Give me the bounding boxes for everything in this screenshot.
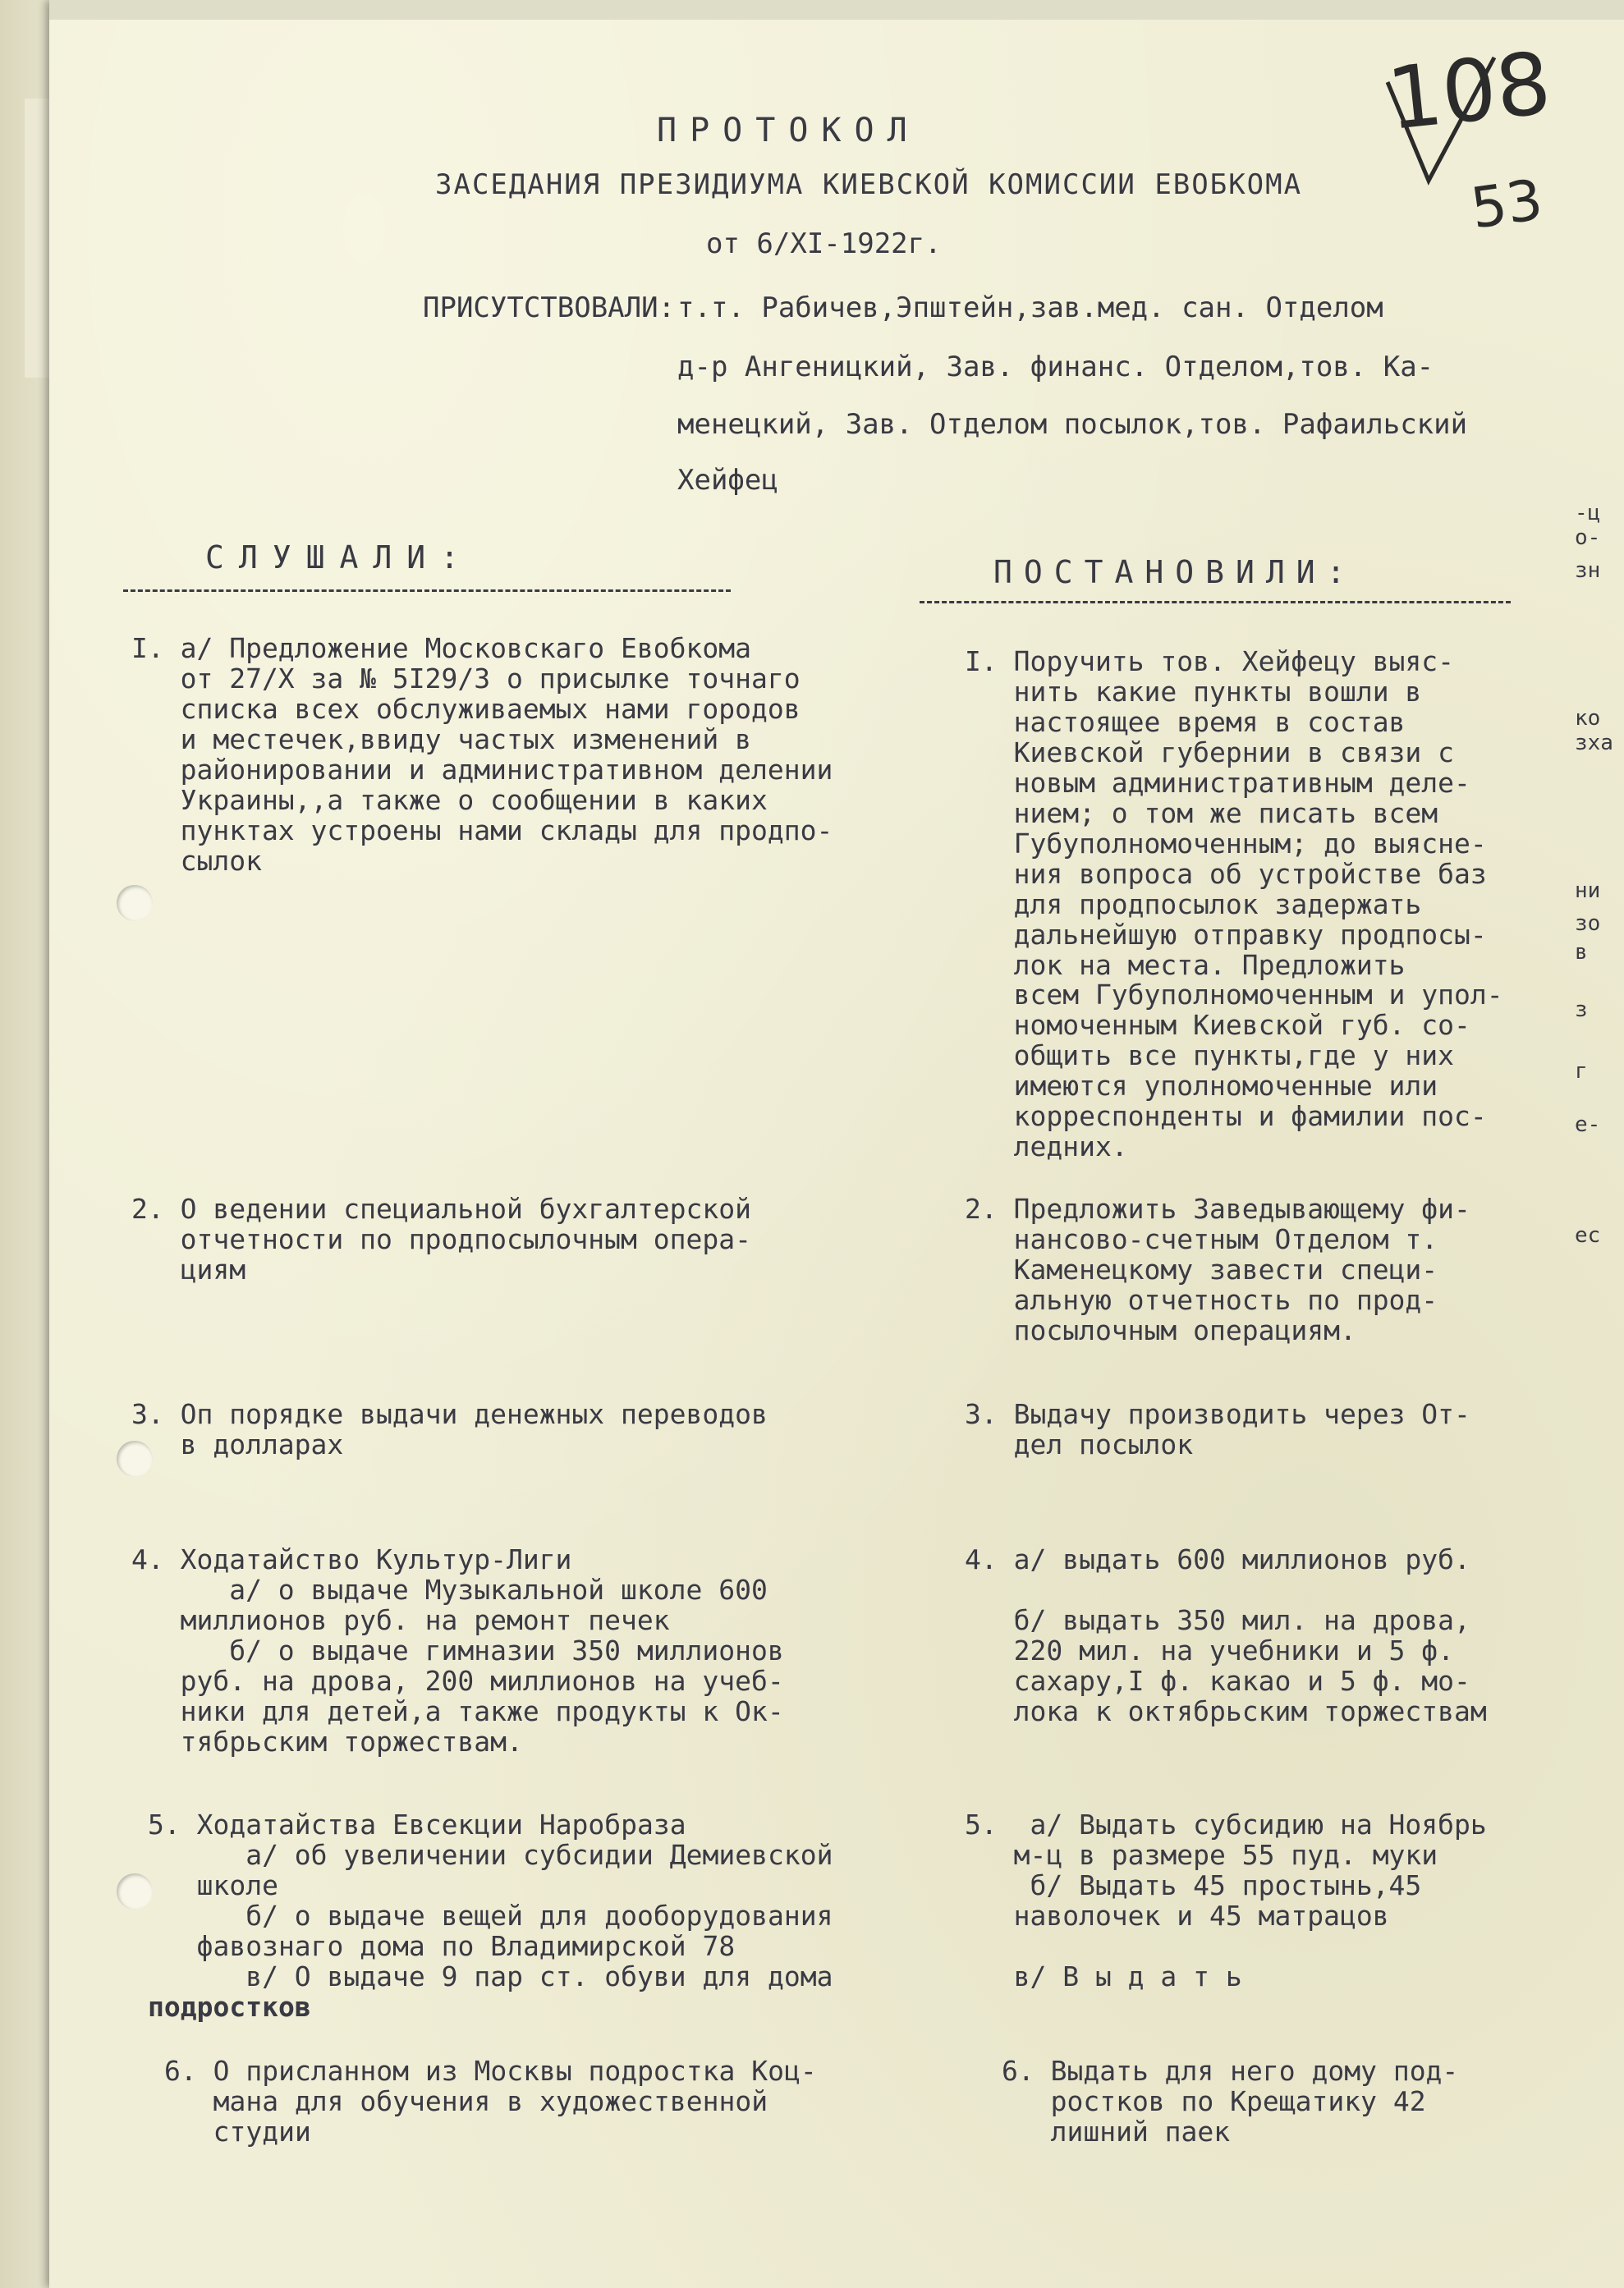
text-line: Украины,,а также о сообщении в каких [131, 783, 768, 816]
text-line: номоченным Киевской губ. со- [965, 1009, 1470, 1042]
text-line: I. а/ Предложение Московскаго Евобкома [131, 632, 751, 664]
heard-item-3 [131, 1400, 768, 1460]
heard-item-5 [148, 1810, 833, 2023]
edge-text: в [1575, 940, 1588, 965]
text-line: 2. Предложить Заведывающему фи- [965, 1193, 1470, 1225]
text-line: б/ Выдать 45 простынь,45 [965, 1868, 1422, 1901]
text-line: сылок [131, 844, 262, 877]
punch-hole [117, 885, 153, 921]
text-line: м-ц в размере 55 пуд. муки [965, 1838, 1438, 1871]
text-line: нием; о том же писать всем [965, 796, 1438, 829]
text-line: альную отчетность по прод- [965, 1283, 1438, 1316]
decided-heading-underline [920, 601, 1511, 603]
text-line: 3. Оп порядке выдачи денежных переводов [131, 1398, 768, 1430]
text-line: циям [131, 1253, 246, 1286]
folio-number: 53 [1466, 167, 1547, 242]
edge-text: зн [1575, 558, 1601, 583]
text-line: списка всех обслуживаемых нами городов [131, 692, 801, 725]
heard-item-1 [131, 634, 833, 877]
document-title: ПРОТОКОЛ [657, 112, 920, 149]
text-line: корреспонденты и фамилии пос- [965, 1100, 1487, 1133]
edge-text: -ц [1575, 501, 1601, 525]
text-line: подростков [148, 1990, 311, 2023]
decided-item-5 [965, 1810, 1487, 1992]
text-line: для продпосылок задержать [965, 887, 1422, 920]
present-label: ПРИСУТСТВОВАЛИ: [423, 291, 676, 324]
text-line: 6. Выдать для него дому под- [1002, 2055, 1459, 2087]
text-line: мана для обучения в художественной [164, 2084, 768, 2117]
edge-text: ес [1575, 1223, 1601, 1248]
heard-column-heading: СЛУШАЛИ: [205, 539, 475, 575]
text-line: общить все пункты,где у них [965, 1039, 1455, 1072]
text-line: дел посылок [965, 1428, 1194, 1460]
text-line: в/ О выдаче 9 пар ст. обуви для дома [148, 1960, 833, 1992]
present-line: т.т. Рабичев,Эпштейн,зав.мед. сан. Отделом [677, 291, 1383, 324]
decided-item-4 [965, 1545, 1487, 1727]
text-line: районировании и административном делении [131, 753, 833, 786]
decided-item-6 [1002, 2056, 1458, 2148]
text-line: Киевской губернии в связи с [965, 736, 1455, 768]
heard-item-2 [131, 1194, 751, 1286]
edge-text: з [1575, 997, 1588, 1022]
text-line: 2. О ведении специальной бухгалтерской [131, 1193, 751, 1225]
text-line: в/ В ы д а т ь [965, 1960, 1242, 1992]
text-line: дальнейшую отправку продпосы- [965, 918, 1487, 951]
text-line: и местечек,ввиду частых изменений в [131, 722, 751, 755]
text-line: а/ о выдаче Музыкальной школе 600 [131, 1573, 768, 1606]
text-line: ники для детей,а также продукты к Ок- [131, 1694, 784, 1727]
present-line: д-р Ангеницкий, Зав. финанс. Отделом,тов. Ка- [677, 351, 1434, 383]
text-line: отчетности по продпосылочным опера- [131, 1222, 751, 1255]
text-line: б/ о выдаче гимназии 350 миллионов [131, 1634, 784, 1667]
text-line: школе [148, 1868, 278, 1901]
text-line: миллионов руб. на ремонт печек [131, 1603, 670, 1636]
text-line: новым административным деле- [965, 766, 1470, 799]
text-line: 5. а/ Выдать субсидию на Ноябрь [965, 1809, 1487, 1841]
text-line [965, 1932, 1487, 1962]
heard-item-6 [164, 2056, 817, 2148]
text-line: ледних. [965, 1130, 1128, 1163]
text-line: лок на места. Предложить [965, 948, 1406, 981]
edge-text: ко [1575, 706, 1601, 731]
heard-heading-underline [123, 589, 731, 592]
text-line: нансово-счетным Отделом т. [965, 1222, 1438, 1255]
text-line: студии [164, 2115, 311, 2148]
text-line: I. Поручить тов. Хейфецу выяс- [965, 645, 1455, 677]
text-line: пунктах устроены нами склады для продпо- [131, 814, 833, 846]
edge-text: ни [1575, 878, 1601, 903]
document-page [49, 0, 1624, 2288]
text-line: ния вопроса об устройстве баз [965, 857, 1487, 890]
text-line: б/ выдать 350 мил. на дрова, [965, 1603, 1470, 1636]
text-line: 3. Выдачу производить через От- [965, 1398, 1470, 1430]
text-line: руб. на дрова, 200 миллионов на учеб- [131, 1664, 784, 1697]
text-line: б/ о выдаче вещей для дооборудования [148, 1899, 833, 1932]
text-line: Губуполномоченным; до выясне- [965, 827, 1487, 860]
edge-text: е- [1575, 1112, 1601, 1137]
decided-item-3 [965, 1400, 1470, 1460]
text-line: тябрьским торжествам. [131, 1725, 523, 1758]
text-line: 4. а/ выдать 600 миллионов руб. [965, 1543, 1470, 1575]
text-line: в долларах [131, 1428, 344, 1460]
document-subtitle: ЗАСЕДАНИЯ ПРЕЗИДИУМА КИЕВСКОЙ КОМИССИИ ЕВОБКОМА [435, 168, 1303, 201]
text-line [965, 1575, 1487, 1606]
text-line: от 27/X за № 5I29/3 о присылке точнаго [131, 662, 801, 695]
edge-text: г [1575, 1059, 1588, 1084]
text-line: нить какие пункты вошли в [965, 675, 1422, 708]
edge-text: зха [1575, 731, 1613, 755]
text-line: ростков по Крещатику 42 [1002, 2084, 1426, 2117]
text-line: настоящее время в состав [965, 705, 1406, 738]
present-line: Хейфец [677, 464, 778, 497]
text-line: лока к октябрьским торжествам [965, 1694, 1487, 1727]
present-line: менецкий, Зав. Отделом посылок,тов. Рафаильский [677, 408, 1468, 441]
text-line: посылочным операциям. [965, 1314, 1356, 1346]
folio-crossed-text: 108 [1383, 32, 1556, 150]
decided-item-1 [965, 647, 1503, 1162]
text-line: наволочек и 45 матрацов [965, 1899, 1389, 1932]
page-top-strip [49, 0, 1624, 20]
text-line: всем Губуполномоченным и упол- [965, 979, 1503, 1011]
document-date: от 6/XI-1922г. [706, 227, 942, 260]
edge-text: зо [1575, 911, 1601, 936]
text-line: 4. Ходатайство Культур-Лиги [131, 1543, 572, 1575]
text-line: а/ об увеличении субсидии Демиевской [148, 1838, 833, 1871]
text-line: лишний паек [1002, 2115, 1231, 2148]
decided-item-2 [965, 1194, 1470, 1346]
text-line: фавознаго дома по Владимирской 78 [148, 1929, 736, 1962]
text-line: имеются уполномоченные или [965, 1070, 1438, 1103]
heard-item-4 [131, 1545, 784, 1758]
text-line: 6. О присланном из Москвы подростка Коц- [164, 2055, 817, 2087]
text-line: Каменецкому завести специ- [965, 1253, 1438, 1286]
text-line: сахару,I ф. какао и 5 ф. мо- [965, 1664, 1470, 1697]
text-line: 220 мил. на учебники и 5 ф. [965, 1634, 1455, 1667]
decided-column-heading: ПОСТАНОВИЛИ: [993, 554, 1357, 590]
text-line: 5. Ходатайства Евсекции Наробраза [148, 1809, 686, 1841]
folio-strike-mark [1379, 57, 1519, 189]
edge-text: о- [1575, 525, 1601, 550]
